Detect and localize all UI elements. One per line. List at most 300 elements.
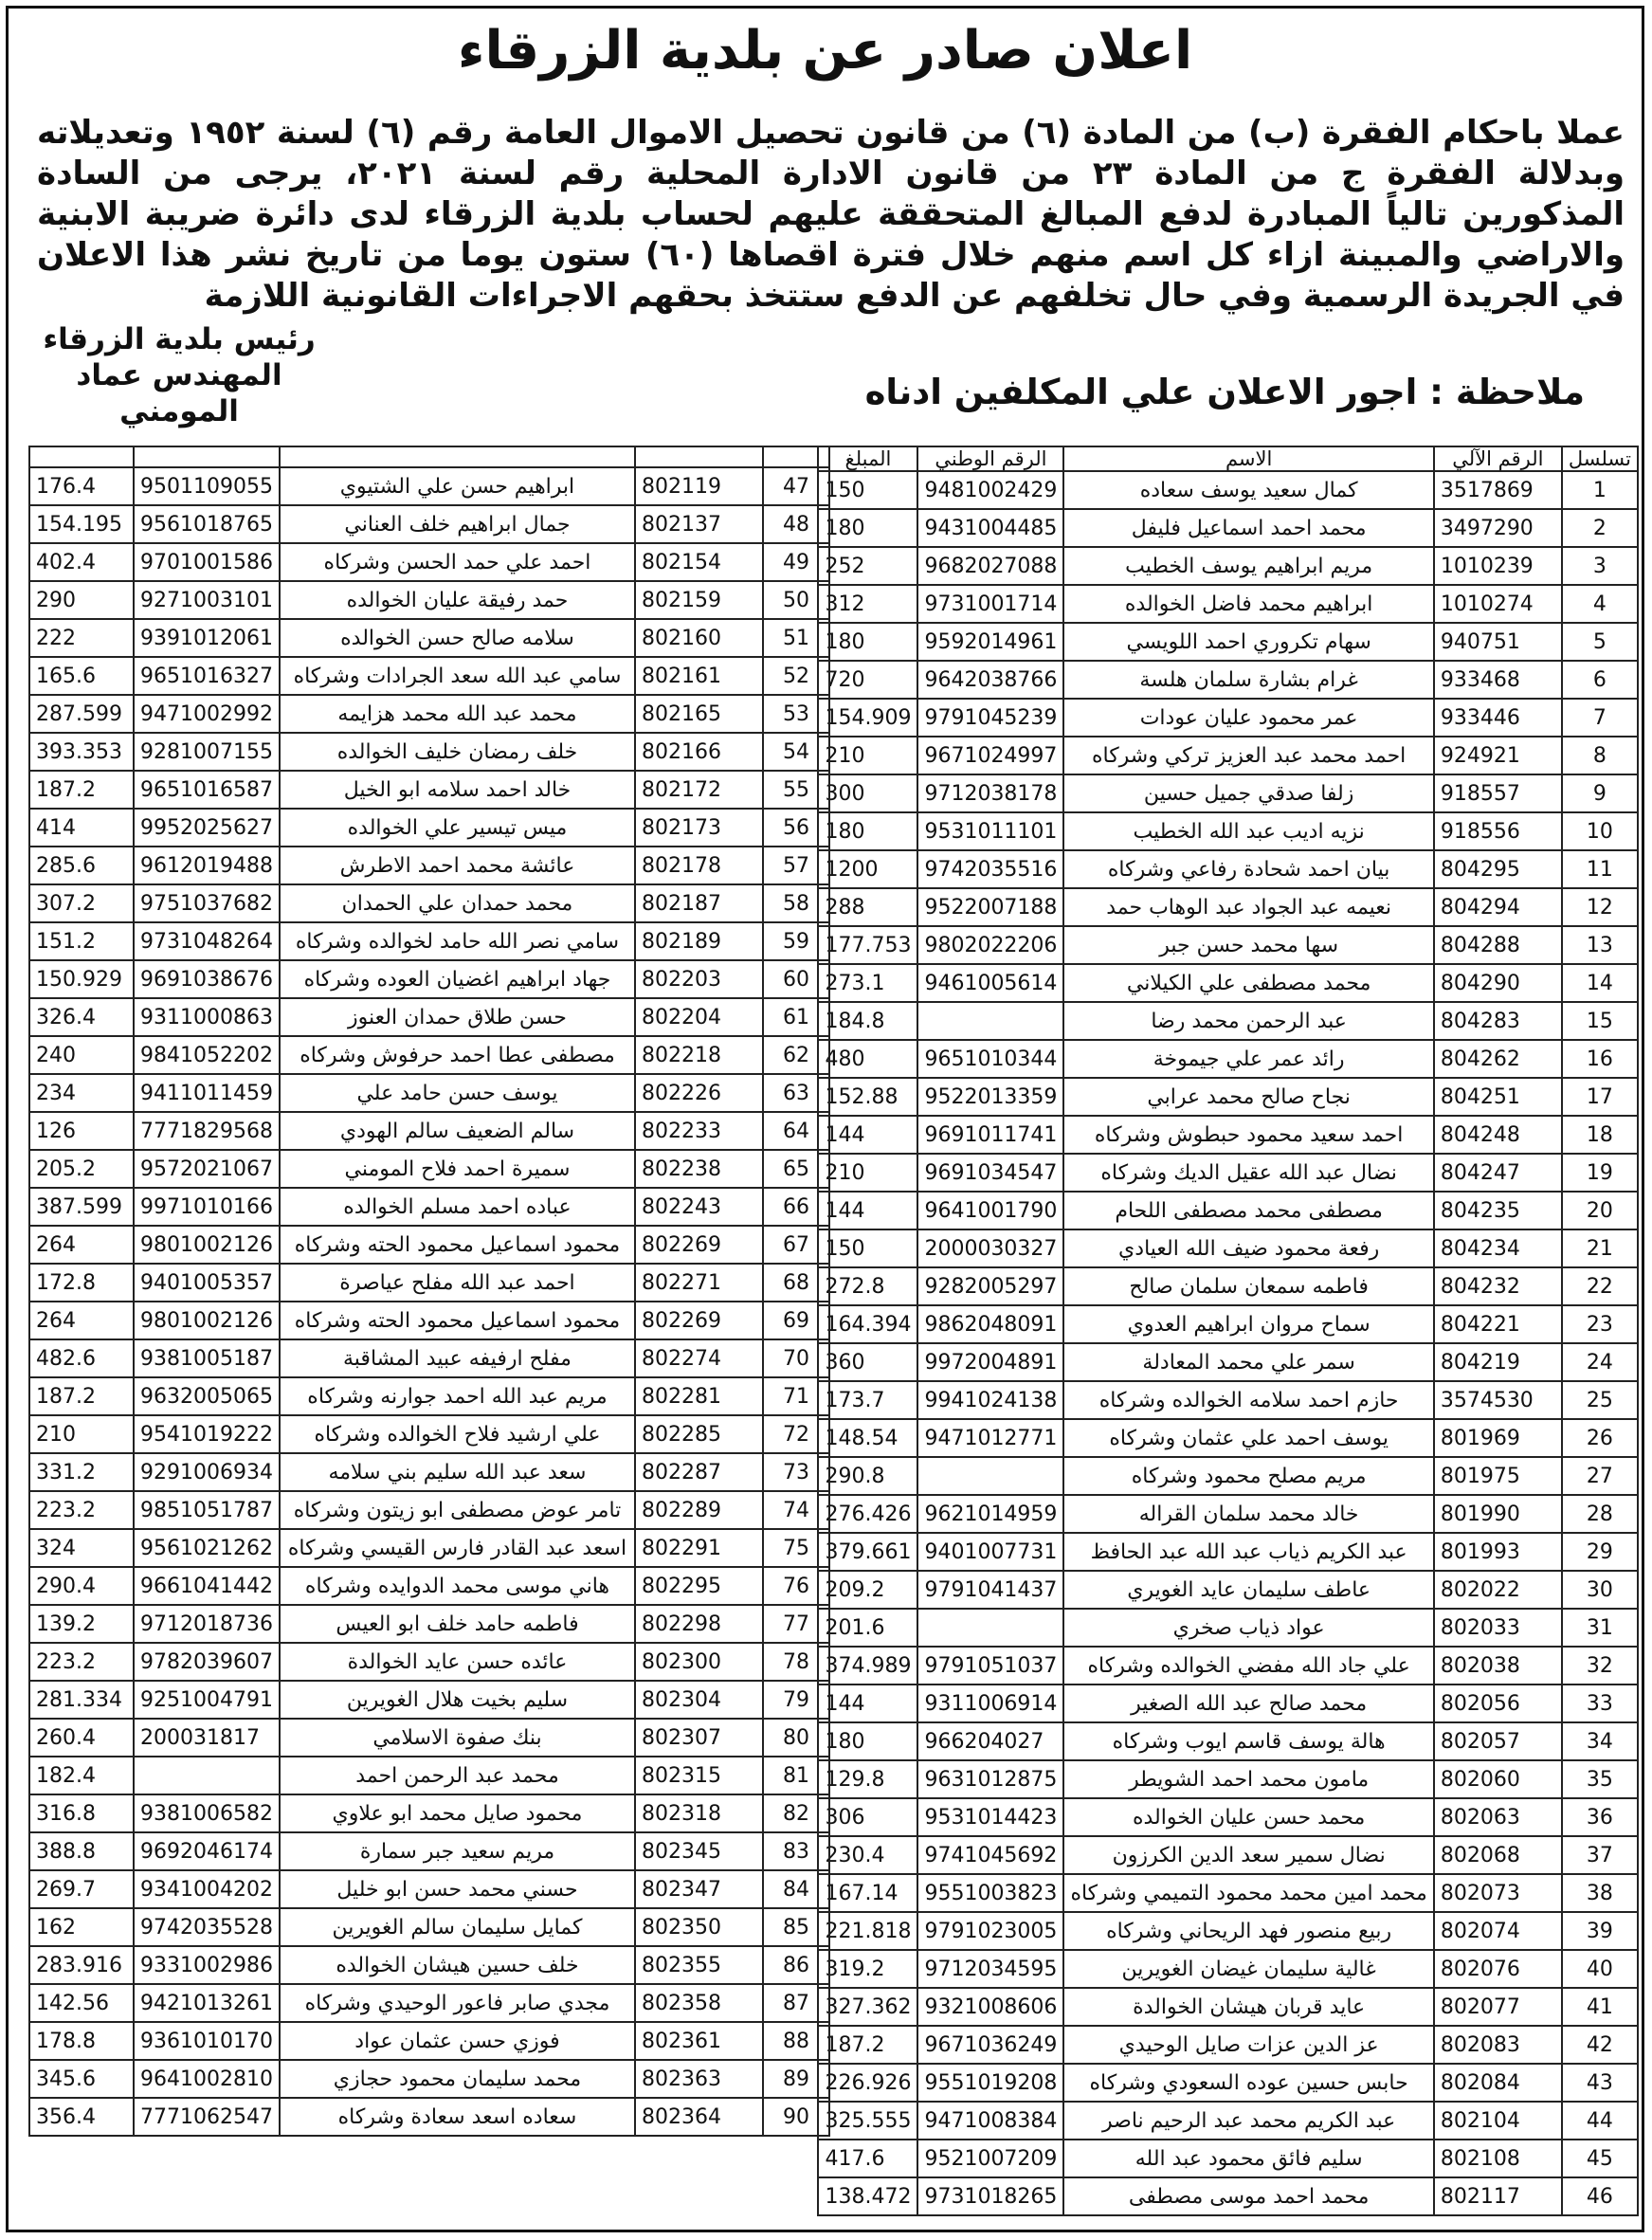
serial-cell: 32 [1562,1647,1638,1685]
name-cell: ابراهيم محمد فاضل الخوالده [1063,585,1433,623]
serial-cell: 65 [763,1150,829,1188]
name-cell: عائده حسن عايد الخوالدة [280,1643,635,1681]
computer-id-cell: 1010239 [1434,547,1562,585]
computer-id-cell: 804290 [1434,964,1562,1002]
serial-cell: 1 [1562,471,1638,509]
computer-id-cell: 804234 [1434,1229,1562,1267]
computer-id-cell: 804232 [1434,1267,1562,1305]
header-computer-id: الرقم الآلي [1434,446,1562,471]
serial-cell: 17 [1562,1078,1638,1116]
name-cell: يوسف احمد علي عثمان وشركاه [1063,1419,1433,1457]
national-id-cell: 9531014423 [917,1798,1063,1836]
table-row [818,1533,1638,1571]
national-id-cell: 9632005065 [134,1377,280,1415]
table-row [818,1267,1638,1305]
serial-cell: 72 [763,1415,829,1453]
name-cell: فاطمه سمعان سلمان صالح [1063,1267,1433,1305]
table-row [29,771,829,809]
national-id-cell: 9381005187 [134,1339,280,1377]
national-id-cell: 9731001714 [917,585,1063,623]
computer-id-cell: 802160 [635,619,763,657]
serial-cell: 29 [1562,1533,1638,1571]
amount-cell: 260.4 [29,1719,134,1757]
computer-id-cell: 918557 [1434,774,1562,812]
serial-cell: 54 [763,733,829,771]
computer-id-cell: 804294 [1434,888,1562,926]
computer-id-cell: 802203 [635,960,763,998]
table-row [818,1685,1638,1722]
amount-cell: 331.2 [29,1453,134,1491]
name-cell: خالد احمد سلامه ابو الخيل [280,771,635,809]
computer-id-cell: 802057 [1434,1722,1562,1760]
computer-id-cell: 802077 [1434,1988,1562,2026]
table-row [29,998,829,1036]
name-cell: رائد عمر علي جيموخة [1063,1040,1433,1078]
serial-cell: 51 [763,619,829,657]
amount-cell: 162 [29,1908,134,1946]
amount-cell: 148.54 [818,1419,917,1457]
amount-cell: 187.2 [29,1377,134,1415]
amount-cell: 138.472 [818,2177,917,2215]
name-cell: مجدي صابر فاعور الوحيدي وشركاه [280,1984,635,2022]
computer-id-cell: 802173 [635,809,763,847]
table-row [818,1798,1638,1836]
name-cell: احمد عبد الله مفلح عياصرة [280,1264,635,1302]
header-name: الاسم [1063,446,1433,471]
serial-cell: 16 [1562,1040,1638,1078]
national-id-cell: 9431004485 [917,509,1063,547]
table-row [29,922,829,960]
name-cell: حابس حسين عوده السعودي وشركاه [1063,2064,1433,2102]
national-id-cell: 9712038178 [917,774,1063,812]
serial-cell: 52 [763,657,829,695]
table-row [29,505,829,543]
national-id-cell: 9651016327 [134,657,280,695]
name-cell: فاطمه حامد خلف ابو العيس [280,1605,635,1643]
name-cell: نجاح صالح محمد عرابي [1063,1078,1433,1116]
serial-cell: 70 [763,1339,829,1377]
national-id-cell: 9291006934 [134,1453,280,1491]
national-id-cell: 9331002986 [134,1946,280,1984]
computer-id-cell: 802218 [635,1036,763,1074]
amount-cell: 276.426 [818,1495,917,1533]
name-cell: عواد ذياب صخري [1063,1609,1433,1647]
national-id-cell: 9461005614 [917,964,1063,1002]
serial-cell: 59 [763,922,829,960]
national-id-cell: 9692046174 [134,1832,280,1870]
amount-cell: 209.2 [818,1571,917,1609]
amount-cell: 388.8 [29,1832,134,1870]
national-id-cell: 9592014961 [917,623,1063,661]
table-row [29,1794,829,1832]
computer-id-cell: 933446 [1434,699,1562,737]
name-cell: مصطفى عطا احمد حرفوش وشركاه [280,1036,635,1074]
computer-id-cell: 802022 [1434,1571,1562,1609]
computer-id-cell: 802298 [635,1605,763,1643]
amount-cell: 326.4 [29,998,134,1036]
computer-id-cell: 802355 [635,1946,763,1984]
serial-cell: 38 [1562,1874,1638,1912]
national-id-cell: 9791045239 [917,699,1063,737]
amount-cell: 240 [29,1036,134,1074]
name-cell: محمد امين محمد محمود التميمي وشركاه [1063,1874,1433,1912]
serial-cell: 34 [1562,1722,1638,1760]
blank-header-cell [763,446,829,467]
amount-cell: 129.8 [818,1760,917,1798]
serial-cell: 81 [763,1757,829,1794]
signature-title: رئيس بلدية الزرقاء [43,322,316,356]
name-cell: خلف رمضان خليف الخوالده [280,733,635,771]
table-row [818,661,1638,699]
serial-cell: 14 [1562,964,1638,1002]
amount-cell: 720 [818,661,917,699]
name-cell: عائشة محمد احمد الاطرش [280,847,635,884]
national-id-cell: 9501109055 [134,467,280,505]
computer-id-cell: 804288 [1434,926,1562,964]
name-cell: مريم ابراهيم يوسف الخطيب [1063,547,1433,585]
serial-cell: 76 [763,1567,829,1605]
name-cell: علي ارشيد فلاح الخوالده وشركاه [280,1415,635,1453]
national-id-cell: 9401007731 [917,1533,1063,1571]
amount-cell: 187.2 [29,771,134,809]
national-id-cell: 9782039607 [134,1643,280,1681]
table-row [818,1874,1638,1912]
computer-id-cell: 802300 [635,1643,763,1681]
table-row [818,1912,1638,1950]
table-row [29,1643,829,1681]
taxpayers-table-right [817,446,1639,2216]
header-amount: المبلغ [818,446,917,471]
national-id-cell: 9311006914 [917,1685,1063,1722]
serial-cell: 69 [763,1302,829,1339]
computer-id-cell: 802104 [1434,2102,1562,2140]
serial-cell: 49 [763,543,829,581]
computer-id-cell: 802165 [635,695,763,733]
name-cell: سمر علي محمد المعادلة [1063,1343,1433,1381]
table-row [29,809,829,847]
serial-cell: 48 [763,505,829,543]
computer-id-cell: 924921 [1434,737,1562,774]
computer-id-cell: 804235 [1434,1192,1562,1229]
amount-cell: 379.661 [818,1533,917,1571]
serial-cell: 26 [1562,1419,1638,1457]
national-id-cell: 9751037682 [134,884,280,922]
serial-cell: 60 [763,960,829,998]
national-id-cell: 9952025627 [134,809,280,847]
national-id-cell: 9381006582 [134,1794,280,1832]
table-row [818,2064,1638,2102]
computer-id-cell: 802060 [1434,1760,1562,1798]
table-row [818,1192,1638,1229]
serial-cell: 53 [763,695,829,733]
amount-cell: 312 [818,585,917,623]
serial-cell: 68 [763,1264,829,1302]
serial-cell: 74 [763,1491,829,1529]
national-id-cell: 9791023005 [917,1912,1063,1950]
national-id-cell: 9551019208 [917,2064,1063,2102]
national-id-cell: 9712034595 [917,1950,1063,1988]
serial-cell: 78 [763,1643,829,1681]
serial-cell: 80 [763,1719,829,1757]
name-cell: عاطف سليمان عايد الغويري [1063,1571,1433,1609]
serial-cell: 57 [763,847,829,884]
name-cell: احمد محمد عبد العزيز تركي وشركاه [1063,737,1433,774]
amount-cell: 165.6 [29,657,134,695]
name-cell: مريم عبد الله احمد جوارنه وشركاه [280,1377,635,1415]
computer-id-cell: 802073 [1434,1874,1562,1912]
national-id-cell: 9642038766 [917,661,1063,699]
amount-cell: 356.4 [29,2098,134,2136]
table-row [29,467,829,505]
name-cell: نزيه اديب عبد الله الخطيب [1063,812,1433,850]
national-id-cell: 7771062547 [134,2098,280,2136]
serial-cell: 27 [1562,1457,1638,1495]
table-row [29,581,829,619]
name-cell: مريم مصلح محمود وشركاه [1063,1457,1433,1495]
serial-cell: 30 [1562,1571,1638,1609]
name-cell: محمد حسن عليان الخوالده [1063,1798,1433,1836]
national-id-cell: 9251004791 [134,1681,280,1719]
serial-cell: 73 [763,1453,829,1491]
amount-cell: 154.909 [818,699,917,737]
serial-cell: 44 [1562,2102,1638,2140]
national-id-cell: 9471002992 [134,695,280,733]
computer-id-cell: 802361 [635,2022,763,2060]
computer-id-cell: 802243 [635,1188,763,1226]
national-id-cell: 9661041442 [134,1567,280,1605]
amount-cell: 201.6 [818,1609,917,1647]
name-cell: احمد سعيد محمود حبطوش وشركاه [1063,1116,1433,1154]
table-row [818,2140,1638,2177]
national-id-cell: 9521007209 [917,2140,1063,2177]
name-cell: سلامه صالح حسن الخوالده [280,619,635,657]
serial-cell: 33 [1562,1685,1638,1722]
name-cell: سامي نصر الله حامد لخوالده وشركاه [280,922,635,960]
amount-cell: 180 [818,623,917,661]
name-cell: ربيع منصور فهد الريحاني وشركاه [1063,1912,1433,1950]
amount-cell: 210 [29,1415,134,1453]
amount-cell: 144 [818,1192,917,1229]
serial-cell: 6 [1562,661,1638,699]
amount-cell: 144 [818,1685,917,1722]
table-row [818,1229,1638,1267]
table-row [818,1002,1638,1040]
serial-cell: 12 [1562,888,1638,926]
table-row [818,1495,1638,1533]
name-cell: بنك صفوة الاسلامي [280,1719,635,1757]
national-id-cell: 9281007155 [134,733,280,771]
serial-cell: 88 [763,2022,829,2060]
national-id-cell: 9282005297 [917,1267,1063,1305]
computer-id-cell: 802074 [1434,1912,1562,1950]
table-row [29,847,829,884]
amount-cell: 327.362 [818,1988,917,2026]
serial-cell: 13 [1562,926,1638,964]
table-row [818,964,1638,1002]
name-cell: سعد عبد الله سليم بني سلامه [280,1453,635,1491]
national-id-cell: 966204027 [917,1722,1063,1760]
computer-id-cell: 802076 [1434,1950,1562,1988]
computer-id-cell: 802238 [635,1150,763,1188]
amount-cell: 176.4 [29,467,134,505]
national-id-cell: 9712018736 [134,1605,280,1643]
name-cell: محمود اسماعيل محمود الحته وشركاه [280,1302,635,1339]
amount-cell: 387.599 [29,1188,134,1226]
computer-id-cell: 802363 [635,2060,763,2098]
table-row [29,884,829,922]
serial-cell: 19 [1562,1154,1638,1192]
serial-cell: 37 [1562,1836,1638,1874]
table-row [29,1832,829,1870]
name-cell: هالة يوسف قاسم ايوب وشركاه [1063,1722,1433,1760]
taxpayers-table-left [28,446,830,2137]
national-id-cell: 9841052202 [134,1036,280,1074]
name-cell: مصطفى محمد مصطفى اللحام [1063,1192,1433,1229]
computer-id-cell: 802033 [1434,1609,1562,1647]
serial-cell: 50 [763,581,829,619]
serial-cell: 22 [1562,1267,1638,1305]
name-cell: عبد الكريم محمد عبد الرحيم ناصر [1063,2102,1433,2140]
table-row [818,1078,1638,1116]
computer-id-cell: 804247 [1434,1154,1562,1192]
serial-cell: 28 [1562,1495,1638,1533]
amount-cell: 402.4 [29,543,134,581]
computer-id-cell: 802281 [635,1377,763,1415]
table-header-row-empty [29,446,829,467]
national-id-cell: 9791041437 [917,1571,1063,1609]
name-cell: سليم بخيت هلال الغويرين [280,1681,635,1719]
serial-cell: 36 [1562,1798,1638,1836]
name-cell: سالم الضعيف سالم الهودي [280,1112,635,1150]
table-row [818,812,1638,850]
table-row [818,1116,1638,1154]
name-cell: خلف حسين هيشان الخوالده [280,1946,635,1984]
computer-id-cell: 804251 [1434,1078,1562,1116]
national-id-cell: 9541019222 [134,1415,280,1453]
amount-cell: 173.7 [818,1381,917,1419]
national-id-cell: 9671024997 [917,737,1063,774]
table-row [29,543,829,581]
name-cell: محمد عبد الله محمد هزايمه [280,695,635,733]
computer-id-cell: 802204 [635,998,763,1036]
computer-id-cell: 1010274 [1434,585,1562,623]
computer-id-cell: 802350 [635,1908,763,1946]
computer-id-cell: 3497290 [1434,509,1562,547]
amount-cell: 142.56 [29,1984,134,2022]
table-row [29,1074,829,1112]
national-id-cell: 9391012061 [134,619,280,657]
amount-cell: 287.599 [29,695,134,733]
table-row [29,1150,829,1188]
name-cell: نعيمه عبد الجواد عبد الوهاب حمد [1063,888,1433,926]
name-cell: نضال عبد الله عقيل الديك وشركاه [1063,1154,1433,1192]
amount-cell: 210 [818,737,917,774]
amount-cell: 307.2 [29,884,134,922]
computer-id-cell: 802318 [635,1794,763,1832]
amount-cell: 126 [29,1112,134,1150]
amount-cell: 290.8 [818,1457,917,1495]
computer-id-cell: 802038 [1434,1647,1562,1685]
amount-cell: 290 [29,581,134,619]
serial-cell: 79 [763,1681,829,1719]
computer-id-cell: 804262 [1434,1040,1562,1078]
national-id-cell: 9531011101 [917,812,1063,850]
name-cell: حمد رفيقة عليان الخوالده [280,581,635,619]
table-row [818,1457,1638,1495]
name-cell: تامر عوض مصطفى ابو زيتون وشركاه [280,1491,635,1529]
computer-id-cell: 802271 [635,1264,763,1302]
computer-id-cell: 802172 [635,771,763,809]
blank-header-cell [635,446,763,467]
table-row [29,1529,829,1567]
computer-id-cell: 802056 [1434,1685,1562,1722]
national-id-cell: 9802022206 [917,926,1063,964]
table-row [29,1188,829,1226]
table-row [29,1567,829,1605]
table-header-row [818,446,1638,471]
amount-cell: 252 [818,547,917,585]
computer-id-cell: 802274 [635,1339,763,1377]
national-id-cell: 9321008606 [917,1988,1063,2026]
serial-cell: 85 [763,1908,829,1946]
serial-cell: 83 [763,1832,829,1870]
table-row [29,960,829,998]
table-row [29,1377,829,1415]
table-row [29,733,829,771]
amount-cell: 482.6 [29,1339,134,1377]
amount-cell: 316.8 [29,1794,134,1832]
table-row [818,1988,1638,2026]
name-cell: محمد سليمان محمود حجازي [280,2060,635,2098]
computer-id-cell: 802117 [1434,2177,1562,2215]
signature-name: المهندس عماد المومني [76,358,282,428]
computer-id-cell: 802358 [635,1984,763,2022]
national-id-cell: 9311000863 [134,998,280,1036]
table-row [818,699,1638,737]
table-row [29,1757,829,1794]
table-row [29,1491,829,1529]
serial-cell: 24 [1562,1343,1638,1381]
serial-cell: 47 [763,467,829,505]
name-cell: سهام تكروري احمد اللويسي [1063,623,1433,661]
computer-id-cell: 802084 [1434,2064,1562,2102]
table-row [29,1415,829,1453]
table-row [29,1453,829,1491]
serial-cell: 3 [1562,547,1638,585]
name-cell: بيان احمد شحادة رفاعي وشركاه [1063,850,1433,888]
national-id-cell: 9572021067 [134,1150,280,1188]
serial-cell: 55 [763,771,829,809]
name-cell: نضال سمير سعد الدين الكرزون [1063,1836,1433,1874]
amount-cell: 150.929 [29,960,134,998]
computer-id-cell: 802347 [635,1870,763,1908]
national-id-cell: 9791051037 [917,1647,1063,1685]
name-cell: حسني محمد حسن ابو خليل [280,1870,635,1908]
table-row [29,1719,829,1757]
national-id-cell: 9742035516 [917,850,1063,888]
national-id-cell: 9651010344 [917,1040,1063,1078]
computer-id-cell: 802187 [635,884,763,922]
computer-id-cell: 802161 [635,657,763,695]
serial-cell: 89 [763,2060,829,2098]
name-cell: محمد مصطفى علي الكيلاني [1063,964,1433,1002]
national-id-cell: 9731018265 [917,2177,1063,2215]
national-id-cell [134,1757,280,1794]
national-id-cell: 9862048091 [917,1305,1063,1343]
amount-cell: 222 [29,619,134,657]
table-row [818,623,1638,661]
national-id-cell: 9621014959 [917,1495,1063,1533]
